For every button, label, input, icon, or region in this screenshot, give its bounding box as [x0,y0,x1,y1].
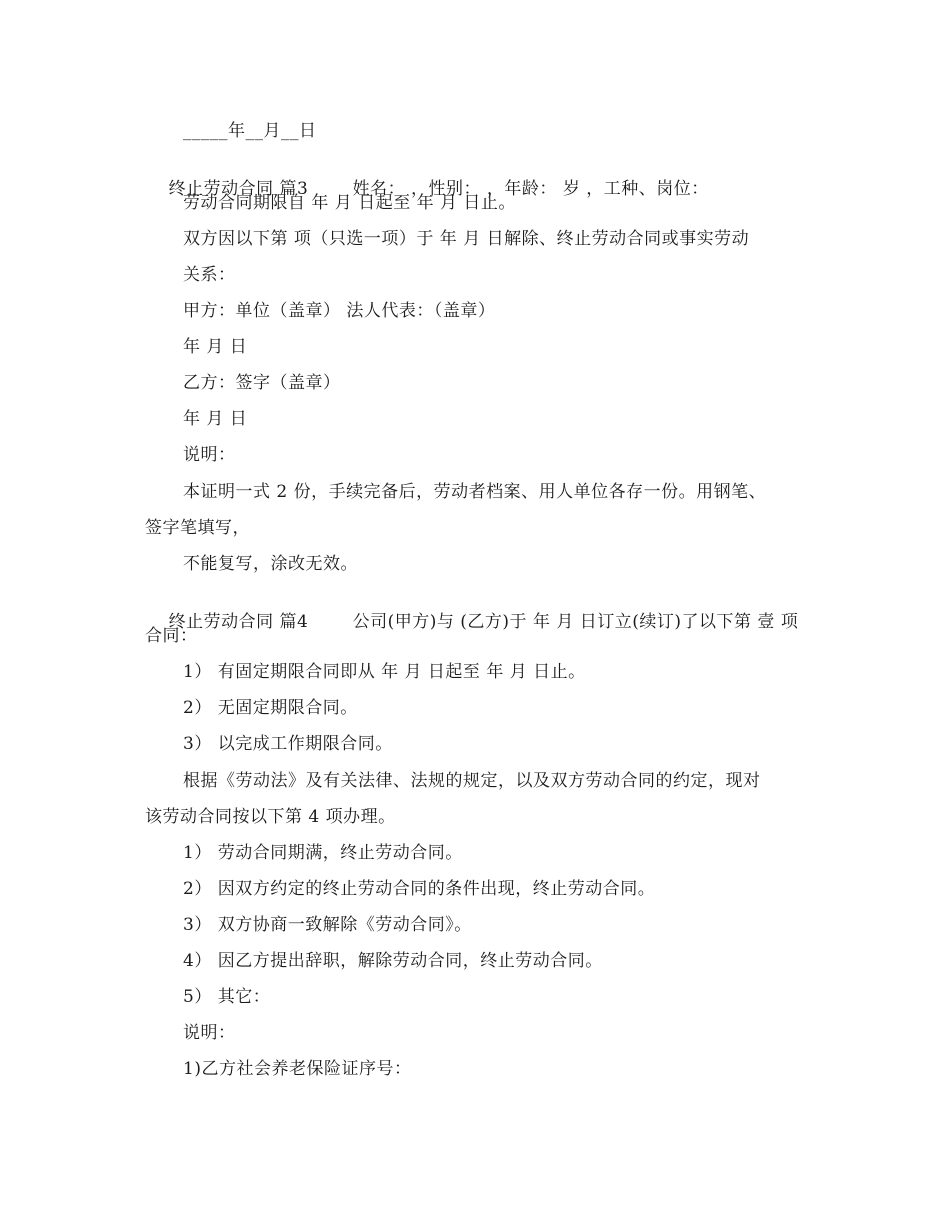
legal-basis-line: 根据《劳动法》及有关法律、法规的规定，以及双方劳动合同的约定，现对 [183,771,761,791]
notes-heading: 说明： [183,445,236,465]
contract-type-item-1: 1） 有固定期限合同即从 年 月 日起至 年 月 日止。 [183,662,586,682]
termination-reason-line-cont: 关系： [183,265,236,285]
handling-item-5: 5） 其它： [183,987,271,1007]
party-a-date-line: 年 月 日 [183,337,248,357]
section-4-intro-cont: 合同： [145,626,198,646]
contract-type-item-2: 2） 无固定期限合同。 [183,698,358,718]
notes-paragraph-line-end: 不能复写，涂改无效。 [183,554,358,574]
section-4-title: 终止劳动合同 篇4 [168,612,309,632]
party-b-signature-line: 乙方：签字（盖章） [183,373,341,393]
section-3-title: 终止劳动合同 篇3 [168,179,309,199]
pension-number-line: 1)乙方社会养老保险证序号： [183,1059,412,1079]
termination-reason-line: 双方因以下第 项（只选一项）于 年 月 日解除、终止劳动合同或事实劳动 [183,229,750,249]
handling-item-3: 3） 双方协商一致解除《劳动合同》。 [183,915,472,935]
notes-paragraph-line-cont: 签字笔填写， [145,518,250,538]
handling-item-4: 4） 因乙方提出辞职，解除劳动合同，终止劳动合同。 [183,951,603,971]
date-blank-line: _____年__月__日 [183,121,317,141]
contract-type-item-3: 3） 以完成工作期限合同。 [183,734,393,754]
section-3-fields: 姓名： ，性别： ，年龄： 岁 ，工种、岗位： [352,179,709,199]
handling-item-2: 2） 因双方约定的终止劳动合同的条件出现，终止劳动合同。 [183,879,656,899]
legal-basis-line-cont: 该劳动合同按以下第 4 项办理。 [145,807,396,827]
section-4-intro: 公司(甲方)与 (乙方)于 年 月 日订立(续订)了以下第 壹 项 [352,612,799,632]
notes-heading-2: 说明： [183,1023,236,1043]
contract-period-line: 劳动合同期限自 年 月 日起至 年 月 日止。 [183,193,516,213]
section-4-heading-line [145,589,798,655]
party-b-date-line: 年 月 日 [183,409,248,429]
handling-item-1: 1） 劳动合同期满，终止劳动合同。 [183,843,463,863]
notes-paragraph-line: 本证明一式 2 份，手续完备后，劳动者档案、用人单位各存一份。用钢笔、 [183,482,767,502]
party-a-signature-line: 甲方：单位（盖章） 法人代表：（盖章） [183,301,496,321]
